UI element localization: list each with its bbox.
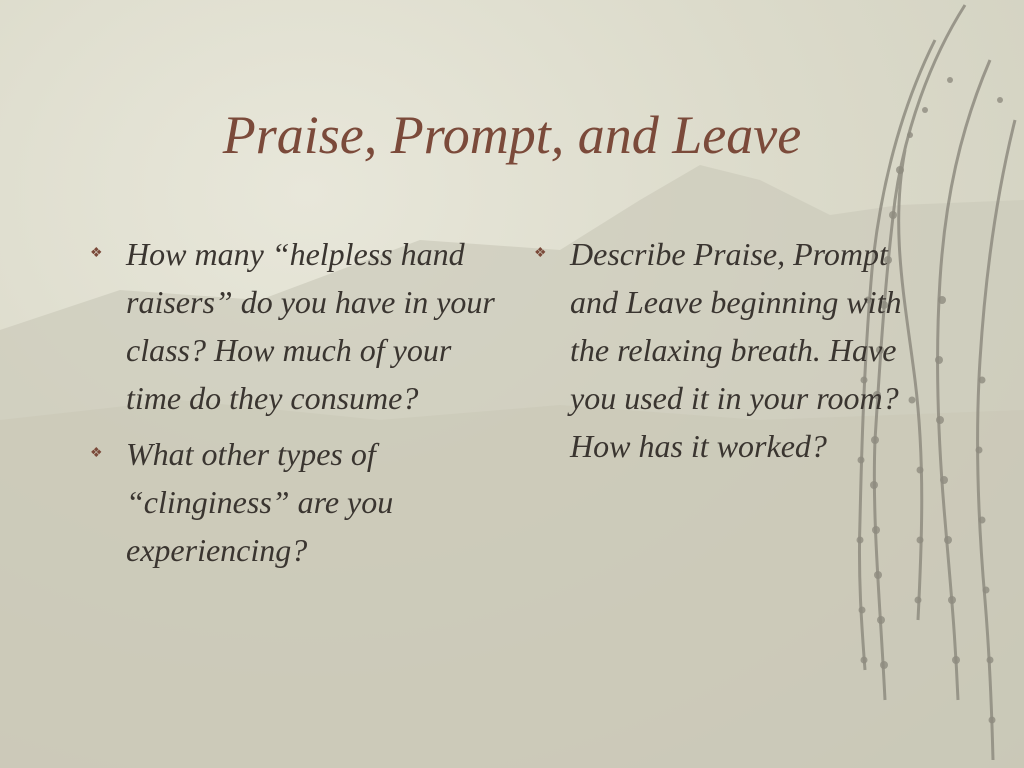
left-column [88, 230, 508, 582]
diamond-bullet-icon: ❖ [90, 446, 103, 461]
bullet-item [532, 230, 932, 470]
bullet-text: What other types of “clinginess” are you experiencing? [126, 436, 394, 568]
bullet-text: Describe Praise, Prompt and Leave beginning with the relaxing breath. Have you used it in your room? How has it worked? [570, 236, 902, 464]
diamond-bullet-icon: ❖ [534, 246, 547, 261]
diamond-bullet-icon: ❖ [90, 246, 103, 261]
slide-title: Praise, Prompt, and Leave [222, 105, 802, 165]
bullet-item [88, 430, 508, 574]
bullet-text: How many “helpless hand raisers” do you have in your class? How much of your time do they consume? [126, 236, 495, 416]
bullet-item [88, 230, 508, 422]
right-column [532, 230, 932, 478]
